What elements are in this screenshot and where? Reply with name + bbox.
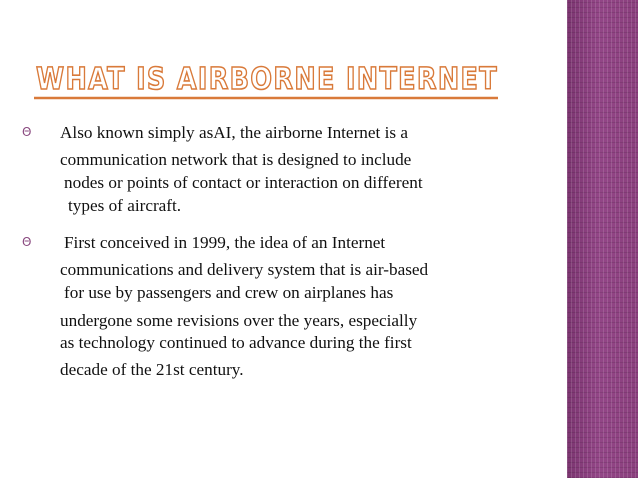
bullet-1-marker: Θ	[22, 125, 32, 139]
bullet-2-line-6: decade of the 21st century.	[60, 360, 244, 379]
bullet-1-line-3: nodes or points of contact or interaction on different	[64, 173, 423, 192]
slide-title	[30, 56, 550, 104]
slide-title-graphic	[30, 56, 550, 104]
bullet-1-line-1: Also known simply asAI, the airborne Internet is a	[60, 123, 408, 142]
bullet-2-line-3: for use by passengers and crew on airplanes has	[64, 283, 394, 302]
slide-title-text: WHAT IS AIRBORNE INTERNET	[36, 62, 498, 97]
bullet-2-marker: Θ	[22, 235, 32, 249]
bullet-1-line-4: types of aircraft.	[68, 196, 182, 215]
bullet-2-line-4: undergone some revisions over the years, especially	[60, 311, 418, 330]
bullet-2-line-2: communications and delivery system that is air-based	[60, 260, 429, 279]
bullet-2-line-5: as technology continued to advance during the first	[60, 333, 412, 352]
bullet-1-line-2: communication network that is designed to include	[60, 150, 412, 169]
decorative-side-band	[567, 0, 638, 478]
bullet-2-line-1: First conceived in 1999, the idea of an Internet	[64, 233, 386, 252]
